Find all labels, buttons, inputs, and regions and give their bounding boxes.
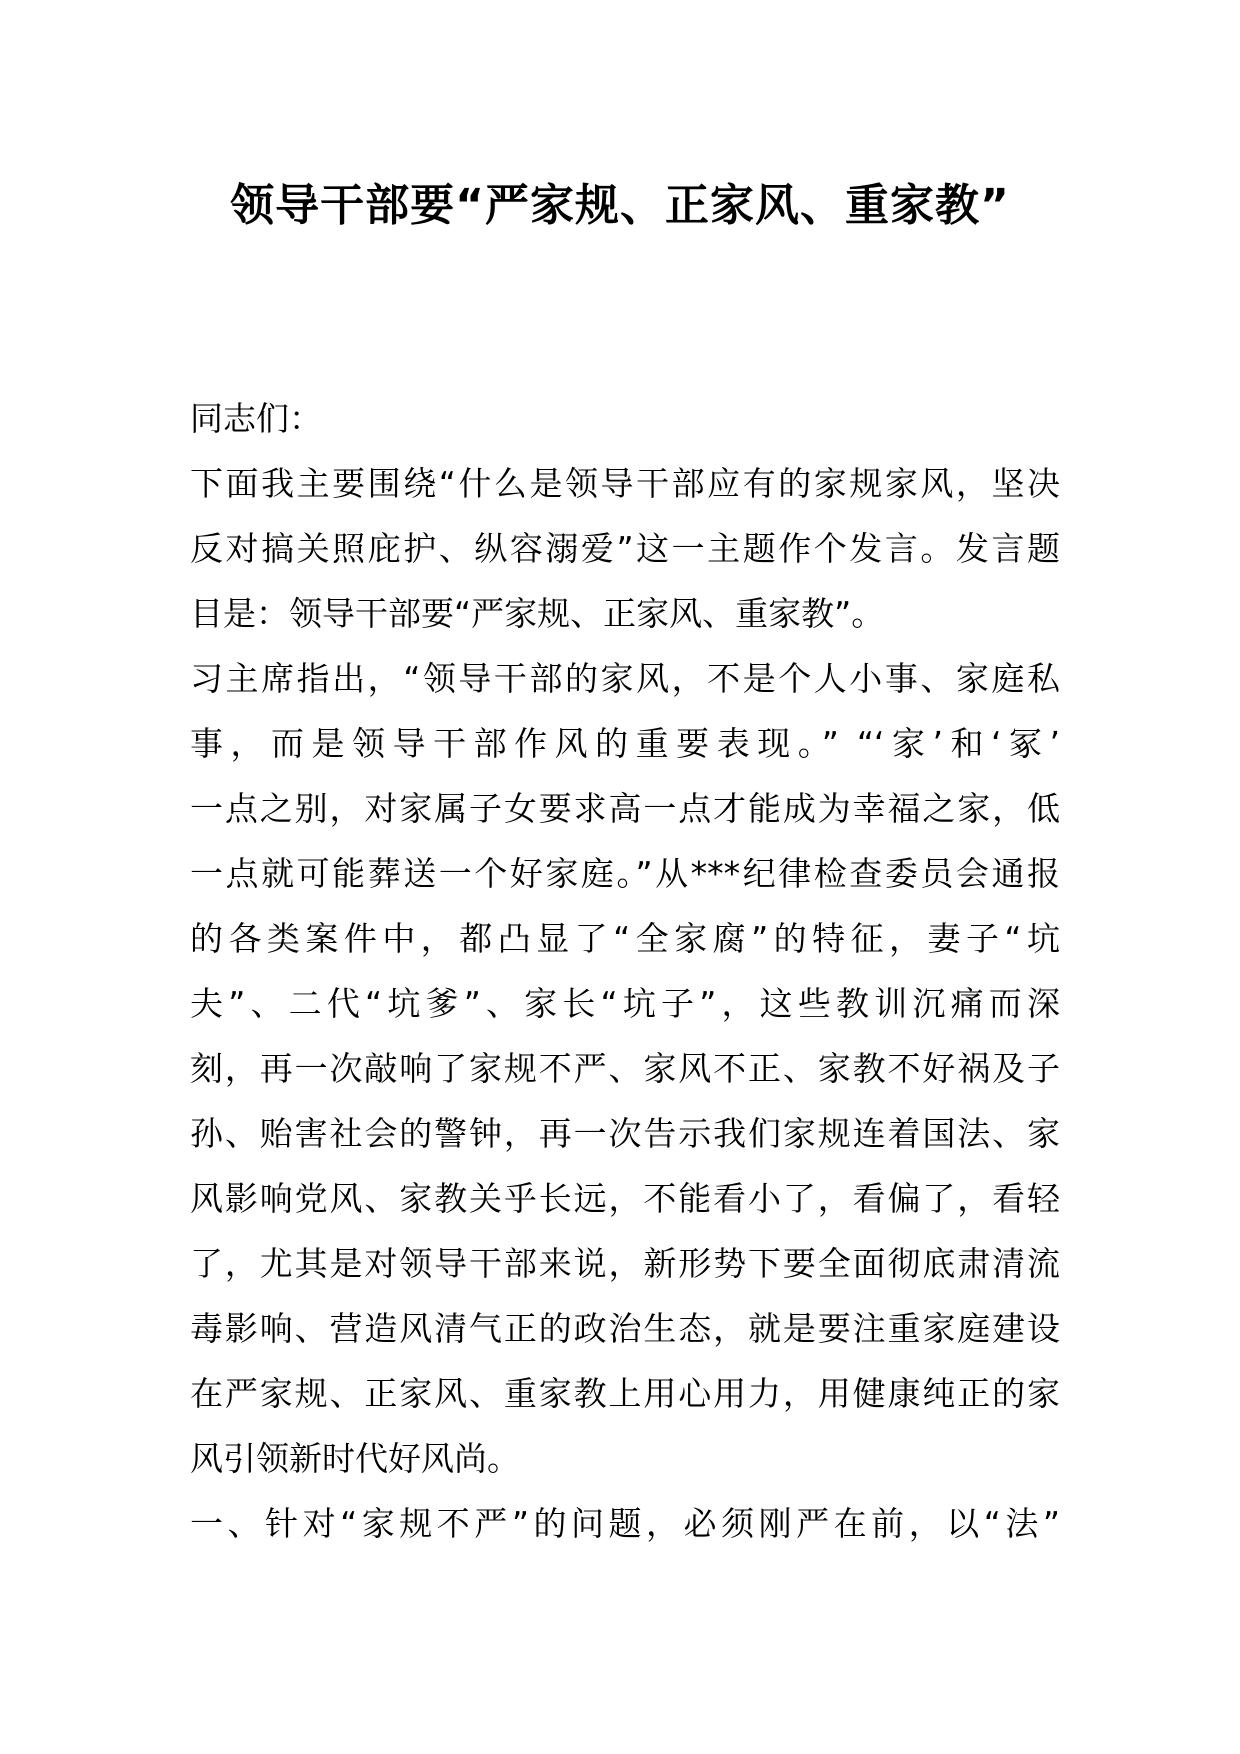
text-line: 的各类案件中，都凸显了“全家腐”的特征，妻子“坑 — [190, 919, 1060, 958]
text-line: 风影响党风、家教关乎长远，不能看小了，看偏了，看轻 — [190, 1179, 1060, 1218]
text-line: 目是：领导干部要“严家规、正家风、重家教”。 — [190, 594, 885, 633]
document-body — [190, 386, 1060, 1556]
text-line: 了，尤其是对领导干部来说，新形势下要全面彻底肃清流 — [190, 1244, 1060, 1283]
text-line: 风引领新时代好风尚。 — [190, 1439, 520, 1478]
text-line: 下面我主要围绕“什么是领导干部应有的家规家风，坚决 — [190, 464, 1060, 503]
text-line: 一点之别，对家属子女要求高一点才能成为幸福之家，低 — [190, 789, 1060, 828]
text-line: 一、针对“家规不严”的问题，必须刚严在前，以“法” — [190, 1504, 1060, 1543]
text-line: 刻，再一次敲响了家规不严、家风不正、家教不好祸及子 — [190, 1049, 1060, 1088]
greeting-line: 同志们： — [190, 399, 322, 438]
text-line: 反对搞关照庇护、纵容溺爱”这一主题作个发言。发言题 — [190, 529, 1060, 568]
text-line: 一点就可能葬送一个好家庭。”从***纪律检查委员会通报 — [190, 854, 1060, 893]
text-line: 夫”、二代“坑爹”、家长“坑子”，这些教训沉痛而深 — [190, 984, 1060, 1023]
text-line: 在严家规、正家风、重家教上用心用力，用健康纯正的家 — [190, 1374, 1060, 1413]
text-line: 习主席指出，“领导干部的家风，不是个人小事、家庭私 — [190, 659, 1060, 698]
document-title: 领导干部要“严家规、正家风、重家教” — [230, 180, 1010, 231]
text-line: 毒影响、营造风清气正的政治生态，就是要注重家庭建设 — [190, 1309, 1060, 1348]
text-line: 事，而是领导干部作风的重要表现。” “‘家’和‘冢’ — [190, 724, 1060, 763]
text-line: 孙、贻害社会的警钟，再一次告示我们家规连着国法、家 — [190, 1114, 1060, 1153]
